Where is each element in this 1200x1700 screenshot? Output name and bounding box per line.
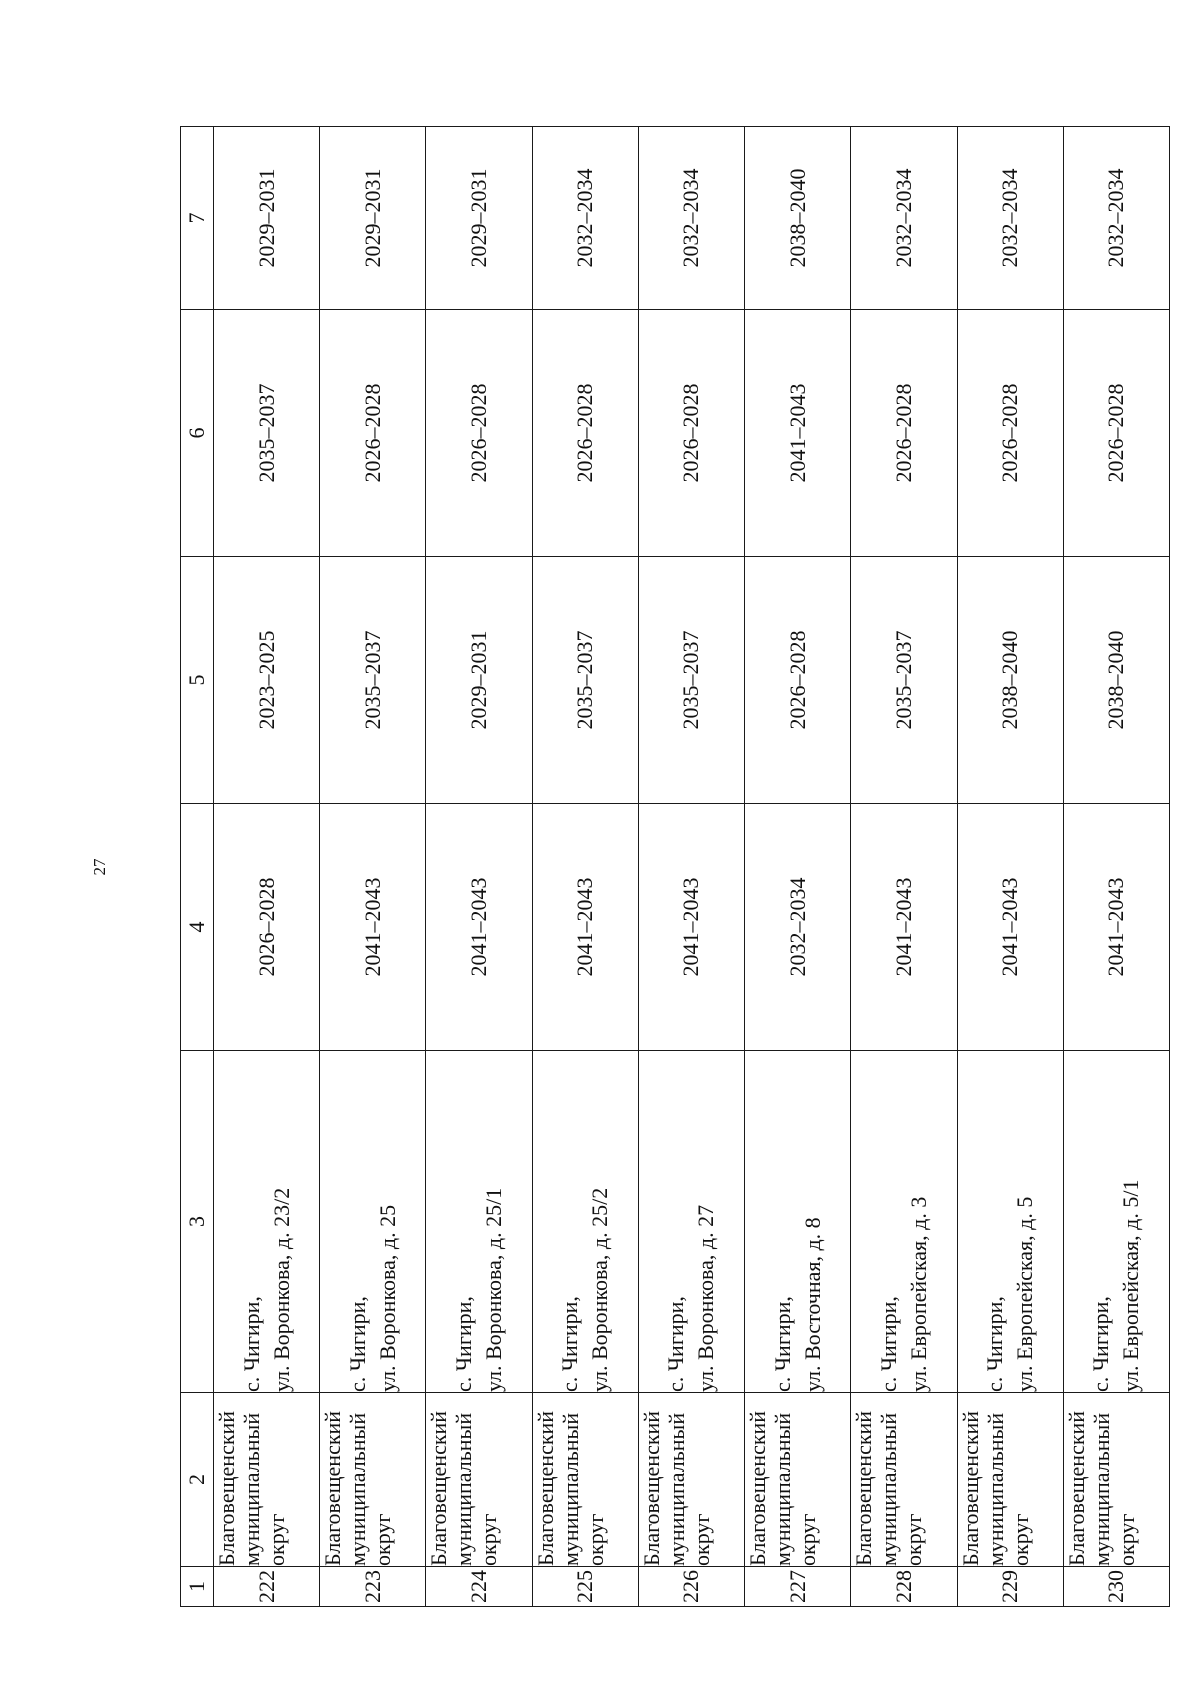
table-row bbox=[638, 127, 744, 1607]
address-line: ул. Воронкова, д. 25 bbox=[374, 1204, 400, 1392]
schedule-table bbox=[180, 126, 1170, 1607]
period-cell-c6: 2026–2028 bbox=[851, 310, 957, 557]
table-row bbox=[957, 127, 1063, 1607]
table-row bbox=[745, 127, 851, 1607]
period-cell-c5: 2035–2037 bbox=[638, 557, 744, 804]
municipality-cell bbox=[1063, 1393, 1169, 1567]
address-line: с. Чигири, bbox=[769, 1296, 795, 1392]
period-cell-c6: 2026–2028 bbox=[426, 310, 532, 557]
row-number-cell: 229 bbox=[957, 1567, 1063, 1607]
header-row bbox=[181, 127, 214, 1607]
municipality-line: округ bbox=[476, 1513, 502, 1566]
address-cell bbox=[745, 1051, 851, 1393]
period-cell-c6: 2026–2028 bbox=[1063, 310, 1169, 557]
address-line: ул. Воронкова, д. 25/1 bbox=[481, 1187, 507, 1392]
address-line: с. Чигири, bbox=[875, 1296, 901, 1392]
header-cell: 4 bbox=[181, 804, 214, 1051]
table-row bbox=[532, 127, 638, 1607]
address-cell bbox=[638, 1051, 744, 1393]
period-cell-c4: 2026–2028 bbox=[214, 804, 320, 1051]
period-cell-c5: 2035–2037 bbox=[532, 557, 638, 804]
row-number-cell: 222 bbox=[214, 1567, 320, 1607]
address-line: ул. Воронкова, д. 23/2 bbox=[268, 1187, 294, 1392]
municipality-cell bbox=[426, 1393, 532, 1567]
municipality-line: муниципальный bbox=[770, 1412, 796, 1566]
period-cell-c4: 2041–2043 bbox=[1063, 804, 1169, 1051]
address-line: с. Чигири, bbox=[982, 1296, 1008, 1392]
address-cell bbox=[957, 1051, 1063, 1393]
address-cell bbox=[214, 1051, 320, 1393]
row-number-cell: 224 bbox=[426, 1567, 532, 1607]
municipality-line: муниципальный bbox=[345, 1412, 371, 1566]
row-number-cell: 227 bbox=[745, 1567, 851, 1607]
table-body bbox=[214, 127, 1170, 1607]
period-cell-c5: 2038–2040 bbox=[957, 557, 1063, 804]
municipality-cell bbox=[745, 1393, 851, 1567]
municipality-cell bbox=[214, 1393, 320, 1567]
period-cell-c6: 2026–2028 bbox=[532, 310, 638, 557]
address-cell bbox=[320, 1051, 426, 1393]
period-cell-c6: 2026–2028 bbox=[957, 310, 1063, 557]
municipality-line: муниципальный bbox=[451, 1412, 477, 1566]
municipality-line: Благовещенский bbox=[957, 1410, 983, 1566]
period-cell-c4: 2041–2043 bbox=[320, 804, 426, 1051]
period-cell-c4: 2041–2043 bbox=[957, 804, 1063, 1051]
table-row bbox=[1063, 127, 1169, 1607]
period-cell-c4: 2032–2034 bbox=[745, 804, 851, 1051]
municipality-cell bbox=[638, 1393, 744, 1567]
period-cell-c6: 2026–2028 bbox=[320, 310, 426, 557]
address-line: с. Чигири, bbox=[557, 1296, 583, 1392]
address-cell bbox=[1063, 1051, 1169, 1393]
municipality-line: округ bbox=[901, 1513, 927, 1566]
municipality-line: Благовещенский bbox=[851, 1410, 877, 1566]
period-cell-c7: 2032–2034 bbox=[957, 127, 1063, 310]
row-number-cell: 228 bbox=[851, 1567, 957, 1607]
address-line: ул. Воронкова, д. 27 bbox=[693, 1204, 719, 1392]
period-cell-c4: 2041–2043 bbox=[638, 804, 744, 1051]
period-cell-c7: 2032–2034 bbox=[1063, 127, 1169, 310]
municipality-line: Благовещенский bbox=[320, 1410, 346, 1566]
period-cell-c5: 2029–2031 bbox=[426, 557, 532, 804]
municipality-line: округ bbox=[264, 1513, 289, 1566]
municipality-line: Благовещенский bbox=[214, 1410, 239, 1566]
municipality-line: округ bbox=[795, 1513, 821, 1566]
row-number-cell: 223 bbox=[320, 1567, 426, 1607]
header-cell: 5 bbox=[181, 557, 214, 804]
table-row bbox=[320, 127, 426, 1607]
municipality-line: муниципальный bbox=[239, 1412, 264, 1566]
period-cell-c7: 2029–2031 bbox=[426, 127, 532, 310]
row-number-cell: 230 bbox=[1063, 1567, 1169, 1607]
period-cell-c6: 2035–2037 bbox=[214, 310, 320, 557]
period-cell-c5: 2035–2037 bbox=[320, 557, 426, 804]
period-cell-c7: 2032–2034 bbox=[638, 127, 744, 310]
municipality-line: округ bbox=[688, 1513, 714, 1566]
address-line: ул. Европейская, д. 5 bbox=[1012, 1196, 1038, 1392]
municipality-cell bbox=[957, 1393, 1063, 1567]
municipality-cell bbox=[851, 1393, 957, 1567]
period-cell-c6: 2026–2028 bbox=[638, 310, 744, 557]
municipality-line: муниципальный bbox=[557, 1412, 583, 1566]
header-cell: 2 bbox=[181, 1393, 214, 1567]
header-cell: 3 bbox=[181, 1051, 214, 1393]
header-cell: 6 bbox=[181, 310, 214, 557]
municipality-cell bbox=[532, 1393, 638, 1567]
header-cell: 1 bbox=[181, 1567, 214, 1607]
municipality-line: муниципальный bbox=[982, 1412, 1008, 1566]
municipality-line: округ bbox=[582, 1513, 608, 1566]
period-cell-c5: 2023–2025 bbox=[214, 557, 320, 804]
period-cell-c7: 2029–2031 bbox=[320, 127, 426, 310]
row-number-cell: 225 bbox=[532, 1567, 638, 1607]
row-number-cell: 226 bbox=[638, 1567, 744, 1607]
address-line: с. Чигири, bbox=[663, 1296, 689, 1392]
address-line: с. Чигири, bbox=[451, 1296, 477, 1392]
address-line: ул. Европейская, д. 5/1 bbox=[1118, 1179, 1144, 1392]
period-cell-c6: 2041–2043 bbox=[745, 310, 851, 557]
municipality-line: муниципальный bbox=[663, 1412, 689, 1566]
period-cell-c7: 2038–2040 bbox=[745, 127, 851, 310]
address-line: ул. Восточная, д. 8 bbox=[799, 1217, 825, 1392]
address-line: с. Чигири, bbox=[238, 1296, 264, 1392]
municipality-line: Благовещенский bbox=[745, 1410, 771, 1566]
address-cell bbox=[532, 1051, 638, 1393]
municipality-line: Благовещенский bbox=[1063, 1410, 1089, 1566]
address-line: ул. Воронкова, д. 25/2 bbox=[587, 1187, 613, 1392]
municipality-cell bbox=[320, 1393, 426, 1567]
period-cell-c7: 2032–2034 bbox=[532, 127, 638, 310]
rotated-table-container bbox=[180, 127, 1170, 1607]
page-number: 27 bbox=[90, 858, 109, 876]
period-cell-c7: 2032–2034 bbox=[851, 127, 957, 310]
municipality-line: муниципальный bbox=[1088, 1412, 1114, 1566]
period-cell-c7: 2029–2031 bbox=[214, 127, 320, 310]
period-cell-c4: 2041–2043 bbox=[851, 804, 957, 1051]
address-cell bbox=[851, 1051, 957, 1393]
address-line: ул. Европейская, д. 3 bbox=[905, 1196, 931, 1392]
period-cell-c5: 2026–2028 bbox=[745, 557, 851, 804]
address-line: с. Чигири, bbox=[344, 1296, 370, 1392]
header-cell: 7 bbox=[181, 127, 214, 310]
period-cell-c4: 2041–2043 bbox=[426, 804, 532, 1051]
municipality-line: Благовещенский bbox=[426, 1410, 452, 1566]
period-cell-c5: 2035–2037 bbox=[851, 557, 957, 804]
municipality-line: округ bbox=[1007, 1513, 1033, 1566]
municipality-line: муниципальный bbox=[876, 1412, 902, 1566]
municipality-line: округ bbox=[1113, 1513, 1139, 1566]
address-cell bbox=[426, 1051, 532, 1393]
table-row bbox=[214, 127, 320, 1607]
table-row bbox=[426, 127, 532, 1607]
period-cell-c5: 2038–2040 bbox=[1063, 557, 1169, 804]
period-cell-c4: 2041–2043 bbox=[532, 804, 638, 1051]
municipality-line: Благовещенский bbox=[532, 1410, 558, 1566]
municipality-line: Благовещенский bbox=[638, 1410, 664, 1566]
municipality-line: округ bbox=[370, 1513, 396, 1566]
table-row bbox=[851, 127, 957, 1607]
address-line: с. Чигири, bbox=[1088, 1296, 1114, 1392]
